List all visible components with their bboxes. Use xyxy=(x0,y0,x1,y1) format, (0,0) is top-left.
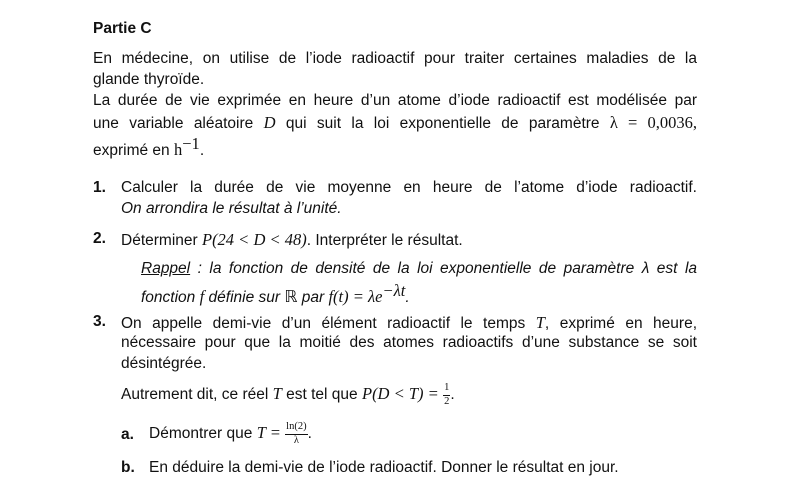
q3-text-4a: Autrement dit, ce réel xyxy=(121,386,269,404)
intro-line-2: glande thyroïde. xyxy=(93,71,205,88)
ln2-numerator: ln(2) xyxy=(285,422,307,435)
fraction-ln2-lambda xyxy=(285,422,307,446)
q3b-text: En déduire la demi-vie de l’iode radioactif. Donner le résultat en jour. xyxy=(149,459,619,476)
q2-probability: P(24 < D < 48) xyxy=(201,230,307,249)
q3a-end: . xyxy=(307,425,312,443)
q3a-label: a. xyxy=(121,426,134,443)
rappel-text-1: : la fonction de densité de la loi exponentielle de paramètre λ est la xyxy=(197,260,698,277)
q2-line xyxy=(121,230,463,250)
unit-exponent: −1 xyxy=(182,134,200,153)
q3-line-3: désintégrée. xyxy=(121,355,207,372)
lambda-value: λ = 0,0036, xyxy=(609,113,697,132)
half-numerator: 1 xyxy=(443,383,450,396)
q3-probability: P(D < T) = xyxy=(361,384,439,404)
q3-number: 3. xyxy=(93,313,106,330)
intro-line-4-a: une variable aléatoire xyxy=(93,115,254,132)
rappel-f: f xyxy=(199,287,205,307)
rappel-density: f(t) = λe xyxy=(328,287,383,307)
q3b-label: b. xyxy=(121,459,135,476)
variable-D: D xyxy=(263,113,276,132)
intro-line-5-end: . xyxy=(199,142,205,160)
intro-line-4-b: qui suit la loi exponentielle de paramètre xyxy=(285,115,600,132)
rappel-text-2c: par xyxy=(301,289,325,307)
q1-line-1: Calculer la durée de vie moyenne en heure de l’atome d’iode radioactif. xyxy=(121,179,697,196)
lambda-denominator: λ xyxy=(293,434,299,446)
q2-text-a: Déterminer xyxy=(121,232,198,249)
intro-line-5-a: exprimé en xyxy=(93,142,170,160)
q3a-math: T = xyxy=(256,423,281,443)
rappel-line-2 xyxy=(141,281,410,307)
q3-text-1b: , exprimé en heure, xyxy=(544,315,697,332)
intro-line-1: En médecine, on utilise de l’iode radioactif pour traiter certaines maladies de la xyxy=(93,50,697,67)
q3-line-1 xyxy=(121,313,697,333)
intro-line-3: La durée de vie exprimée en heure d’un atome d’iode radioactif est modélisée par xyxy=(93,92,697,109)
rappel-line-1 xyxy=(141,260,697,278)
intro-line-4 xyxy=(93,113,697,133)
q2-number: 2. xyxy=(93,230,106,247)
q3-T: T xyxy=(535,313,545,332)
half-denominator: 2 xyxy=(444,395,450,407)
rappel-text-2a: fonction xyxy=(141,289,196,307)
unit-h: h xyxy=(174,140,183,160)
rappel-R: ℝ xyxy=(284,287,298,307)
q1-number: 1. xyxy=(93,179,106,196)
q3-text-4b: est tel que xyxy=(286,386,358,404)
rappel-end: . xyxy=(405,289,410,307)
q3-text-1a: On appelle demi-vie d’un élément radioactif le temps xyxy=(121,315,526,332)
rappel-text-2b: définie sur xyxy=(208,289,281,307)
rappel-label: Rappel xyxy=(141,260,191,277)
q3-line-4 xyxy=(121,383,455,407)
q3-line-4-end: . xyxy=(450,386,455,404)
q1-line-2: On arrondira le résultat à l’unité. xyxy=(121,200,342,217)
q3a-text: Démontrer que xyxy=(149,425,253,443)
q3a-line xyxy=(149,422,312,446)
q3-T-2: T xyxy=(272,384,282,404)
intro-line-5 xyxy=(93,134,204,160)
q3-line-2: nécessaire pour que la moitié des atomes radioactifs d’une substance se soit xyxy=(121,334,697,351)
rappel-exponent: −λt xyxy=(382,281,406,300)
q2-text-b: . Interpréter le résultat. xyxy=(306,232,463,249)
section-title: Partie C xyxy=(93,20,152,37)
